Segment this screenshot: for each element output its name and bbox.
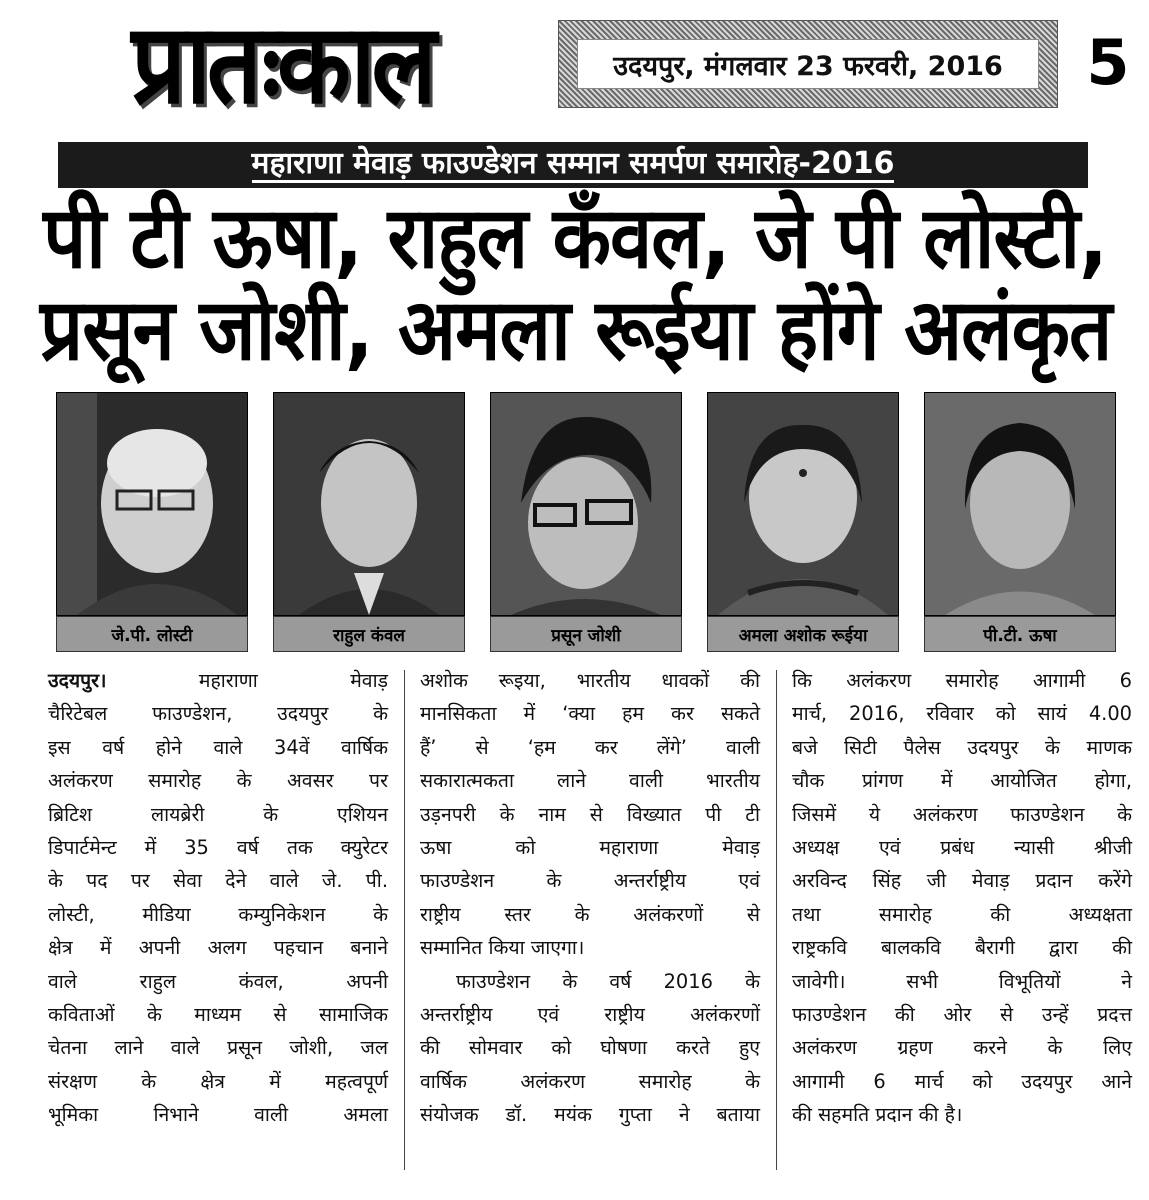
text-line: मानसिकता में ‘क्या हम कर सकते: [420, 702, 760, 726]
text-line: अरविन्द सिंह जी मेवाड़ प्रदान करेंगे: [792, 869, 1132, 893]
photo-caption: अमला अशोक रूईया: [707, 616, 899, 652]
text-line: अलंकरण ग्रहण करने के लिए: [792, 1036, 1132, 1060]
text-line: चैरिटेबल फाउण्डेशन, उदयपुर के: [48, 702, 388, 726]
article-column-1: [48, 664, 388, 1184]
text-line: डिपार्टमेन्ट में 35 वर्ष तक क्युरेटर: [48, 836, 388, 860]
photo-prasoon-joshi: [490, 392, 680, 654]
text-fragment: महाराणा मेवाड़: [198, 669, 388, 692]
text-line: आगामी 6 मार्च को उदयपुर आने: [792, 1069, 1132, 1093]
headline: [40, 187, 1112, 380]
text-line: चौक प्रांगण में आयोजित होगा,: [792, 769, 1132, 793]
column-divider: [404, 670, 405, 1170]
issue-dateline: उदयपुर, मंगलवार 23 फरवरी, 2016: [577, 39, 1039, 89]
photo-caption: जे.पी. लोस्टी: [56, 616, 248, 652]
text-line: फाउण्डेशन के वर्ष 2016 के: [456, 969, 760, 993]
photo-caption: राहुल कंवल: [273, 616, 465, 652]
text-line: जावेगी। सभी विभूतियों ने: [792, 969, 1132, 993]
text-line: क्षेत्र में अपनी अलग पहचान बनाने: [48, 936, 388, 960]
photo-caption: प्रसून जोशी: [490, 616, 682, 652]
text-line: कविताओं के माध्यम से सामाजिक: [48, 1003, 388, 1027]
text-line: ऊषा को महाराणा मेवाड़: [420, 836, 760, 860]
portrait-image: [56, 392, 248, 616]
text-line: कि अलंकरण समारोह आगामी 6: [792, 669, 1132, 692]
text-line: वार्षिक अलंकरण समारोह के: [420, 1069, 760, 1093]
text-line: अशोक रूइया, भारतीय धावकों की: [420, 669, 760, 692]
photo-pt-usha: [924, 392, 1114, 654]
logo-text: प्रातःकाल: [131, 0, 433, 129]
page-number: 5: [1086, 25, 1130, 99]
text-line: इस वर्ष होने वाले 34वें वार्षिक: [48, 735, 388, 759]
kicker-band: [58, 142, 1088, 188]
headline-line-1: पी टी ऊषा, राहुल कँवल, जे पी लोस्टी,: [43, 187, 1107, 288]
text-line: बजे सिटी पैलेस उदयपुर के माणक: [792, 735, 1132, 759]
photo-strip: [56, 392, 1128, 654]
text-line: के पद पर सेवा देने वाले जे. पी.: [48, 869, 388, 893]
text-line: मार्च, 2016, रविवार को सायं 4.00: [792, 702, 1132, 726]
text-line: उड़नपरी के नाम से विख्यात पी टी: [420, 802, 760, 826]
kicker-text: महाराणा मेवाड़ फाउण्डेशन सम्मान समर्पण समारोह-2016: [251, 146, 895, 181]
text-line: ब्रिटिश लायब्रेरी के एशियन: [48, 802, 388, 826]
text-line: जिसमें ये अलंकरण फाउण्डेशन के: [792, 802, 1132, 826]
text-line: सकारात्मकता लाने वाली भारतीय: [420, 769, 760, 793]
text-line: अध्यक्ष एवं प्रबंध न्यासी श्रीजी: [792, 836, 1132, 860]
text-line: राष्ट्रीय स्तर के अलंकरणों से: [420, 902, 760, 926]
text-line: [48, 664, 388, 697]
text-line: तथा समारोह की अध्यक्षता: [792, 902, 1132, 926]
photo-caption: पी.टी. ऊषा: [924, 616, 1116, 652]
text-line: हैं’ से ‘हम कर लेंगे’ वाली: [420, 735, 760, 759]
portrait-image: [273, 392, 465, 616]
text-line: राष्ट्रकवि बालकवि बैरागी द्वारा की: [792, 936, 1132, 960]
text-line: लोस्टी, मीडिया कम्युनिकेशन के: [48, 902, 388, 926]
text-line: सम्मानित किया जाएगा।: [420, 936, 585, 960]
text-line: अन्तर्राष्ट्रीय एवं राष्ट्रीय अलंकरणों: [420, 1003, 760, 1027]
text-line: फाउण्डेशन की ओर से उन्हें प्रदत्त: [792, 1003, 1132, 1027]
photo-jp-losty: [56, 392, 246, 654]
article-dateline: उदयपुर।: [48, 669, 107, 692]
dateline-box: [558, 20, 1058, 108]
photo-amla-ruia: [707, 392, 897, 654]
text-line: वाले राहुल कंवल, अपनी: [48, 969, 388, 993]
newspaper-logo: [22, 0, 542, 129]
photo-rahul-kanwal: [273, 392, 463, 654]
portrait-image: [490, 392, 682, 616]
text-line: संरक्षण के क्षेत्र में महत्वपूर्ण: [48, 1069, 388, 1093]
text-line: चेतना लाने वाले प्रसून जोशी, जल: [48, 1036, 388, 1060]
portrait-image: [924, 392, 1116, 616]
text-line: भूमिका निभाने वाली अमला: [48, 1103, 388, 1127]
text-line: संयोजक डॉ. मयंक गुप्ता ने बताया: [420, 1103, 760, 1127]
text-line: की सोमवार को घोषणा करते हुए: [420, 1036, 760, 1060]
article-column-3: [792, 664, 1132, 1184]
masthead: [10, 0, 1140, 129]
headline-line-2: प्रसून जोशी, अमला रूईया होंगे अलंकृत: [40, 279, 1112, 380]
text-line: अलंकरण समारोह के अवसर पर: [48, 769, 388, 793]
column-divider: [776, 670, 777, 1170]
article-body: [48, 664, 1132, 1184]
text-line: फाउण्डेशन के अन्तर्राष्ट्रीय एवं: [420, 869, 760, 893]
portrait-image: [707, 392, 899, 616]
text-line: की सहमति प्रदान की है।: [792, 1103, 963, 1127]
article-column-2: [420, 664, 760, 1184]
